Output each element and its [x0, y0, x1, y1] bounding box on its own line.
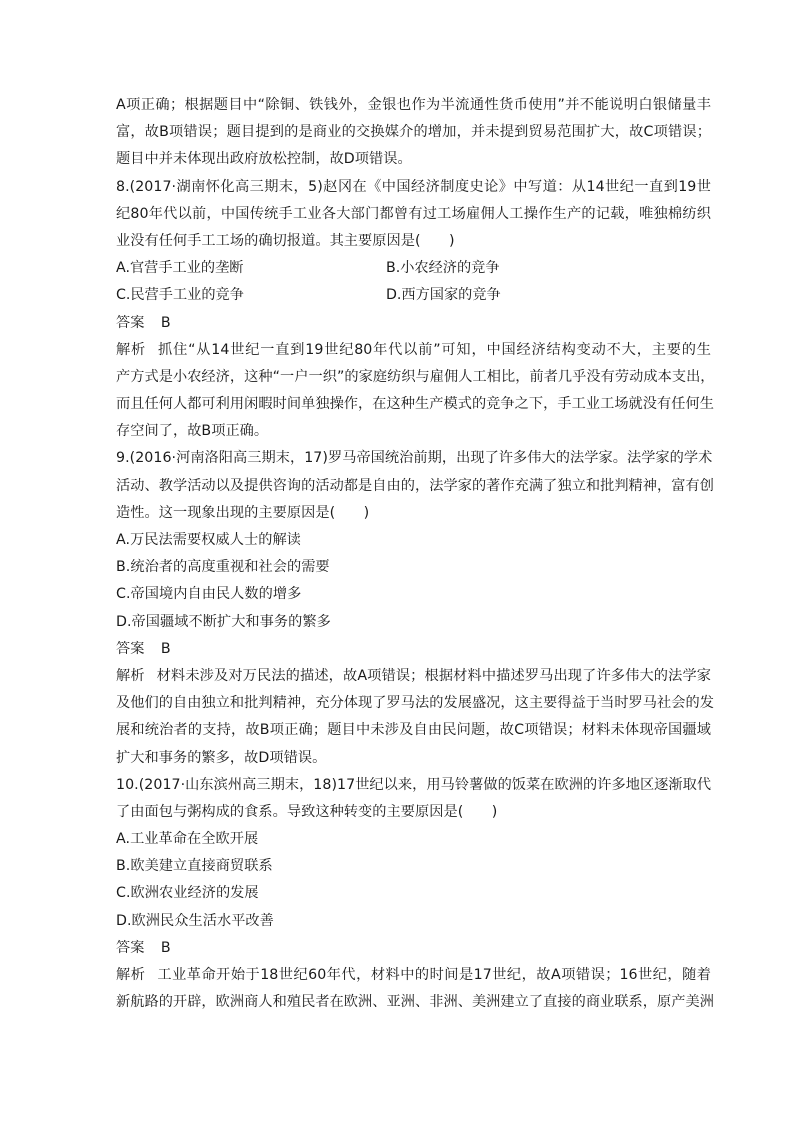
answer-label: 答案: [116, 939, 145, 956]
option-b: B.统治者的高度重视和社会的需要: [116, 559, 330, 576]
analysis-line: 存空间了，故B项正确。: [116, 423, 269, 440]
analysis-row: [116, 663, 711, 690]
analysis-line: 而且任何人都可利用闲暇时间单独操作，在这种生产模式的竞争之下，手工业工场就没有任何生: [116, 396, 714, 413]
question-9: [116, 445, 714, 771]
question-stem-line: 了由面包与粥构成的食系。导致这种转变的主要原因是( ): [116, 803, 498, 820]
analysis-line: 展和统治者的支持，故B项正确；题目中未涉及自由民问题，故C项错误；材料未体现帝国疆域: [116, 722, 711, 739]
question-stem-line: 纪80年代以前，中国传统手工业各大部门都曾有过工场雇佣人工操作生产的记载，唯独棉纺织: [116, 205, 711, 222]
analysis-line: 扩大和事务的繁多，故D项错误。: [116, 749, 327, 766]
analysis-line: 新航路的开辟，欧洲商人和殖民者在欧洲、亚洲、非洲、美洲建立了直接的商业联系，原产美洲: [116, 994, 714, 1011]
option-b: B.小农经济的竞争: [386, 260, 500, 277]
answer-label: 答案: [116, 640, 145, 657]
text-line: 富，故B项错误；题目提到的是商业的交换媒介的增加，并未提到贸易范围扩大，故C项错误；: [116, 124, 711, 141]
answer-label: 答案: [116, 314, 145, 331]
question-10: [116, 772, 714, 1017]
option-d: D.西方国家的竞争: [386, 287, 501, 304]
question-stem-line: 10.(2017·山东滨州高三期末，18)17世纪以来，用马铃薯做的饭菜在欧洲的许多地区逐渐取代: [116, 776, 712, 793]
answer-row: [116, 935, 711, 962]
text-line: A项正确；根据题目中“除铜、铁钱外，金银也作为半流通性货币使用”并不能说明白银储量丰: [116, 97, 711, 113]
text-line: 题目中并未体现出政府放松控制，故D项错误。: [116, 151, 412, 168]
prev-analysis: [116, 92, 711, 174]
analysis-text: 抓住“从14世纪一直到19世纪80年代以前”可知，中国经济结构变动不大，主要的生: [158, 341, 711, 358]
question-stem-line: 8.(2017·湖南怀化高三期末，5)赵冈在《中国经济制度史论》中写道：从14世纪一直到19世: [116, 178, 711, 195]
question-8: [116, 174, 715, 446]
question-stem-line: 业没有任何手工工场的确切报道。其主要原因是( ): [116, 232, 455, 249]
analysis-text: 材料未涉及对万民法的描述，故A项错误；根据材料中描述罗马出现了许多伟大的法学家: [156, 667, 711, 684]
answer-row: [116, 636, 711, 663]
analysis-line: 产方式是小农经济，这种“一户一织”的家庭纺织与雇佣人工相比，前者几乎没有劳动成本支出，: [116, 368, 715, 385]
option-d: D.帝国疆域不断扩大和事务的繁多: [116, 613, 331, 630]
analysis-label: 解析: [116, 341, 147, 358]
answer-row: [116, 310, 711, 337]
answer-value: B: [160, 640, 171, 657]
option-c: C.民营手工业的竞争: [116, 287, 244, 304]
answer-value: B: [160, 314, 171, 331]
option-a: A.官营手工业的垄断: [116, 260, 244, 277]
analysis-text: 工业革命开始于18世纪60年代，材料中的时间是17世纪，故A项错误；16世纪，随着: [157, 967, 711, 983]
question-stem-line: 造性。这一现象出现的主要原因是( ): [116, 504, 370, 521]
analysis-label: 解析: [116, 967, 146, 983]
option-a: A.万民法需要权威人士的解读: [116, 532, 301, 548]
option-d: D.欧洲民众生活水平改善: [116, 912, 274, 929]
options-row: [116, 282, 711, 309]
analysis-row: [116, 962, 711, 989]
analysis-line: 及他们的自由独立和批判精神，充分体现了罗马法的发展盛况，这主要得益于当时罗马社会的发: [116, 695, 714, 712]
document-page: [116, 92, 715, 1016]
options-row: [116, 255, 711, 282]
option-a: A.工业革命在全欧开展: [116, 831, 259, 848]
question-stem-line: 9.(2016·河南洛阳高三期末，17)罗马帝国统治前期，出现了许多伟大的法学家。法学家的学术: [116, 450, 713, 467]
option-c: C.欧洲农业经济的发展: [116, 885, 259, 902]
option-b: B.欧美建立直接商贸联系: [116, 858, 273, 875]
answer-value: B: [160, 939, 171, 956]
analysis-row: [116, 337, 711, 364]
option-c: C.帝国境内自由民人数的增多: [116, 586, 302, 603]
analysis-label: 解析: [116, 667, 145, 684]
question-stem-line: 活动、教学活动以及提供咨询的活动都是自由的，法学家的著作充满了独立和批判精神，富有创: [116, 477, 714, 494]
